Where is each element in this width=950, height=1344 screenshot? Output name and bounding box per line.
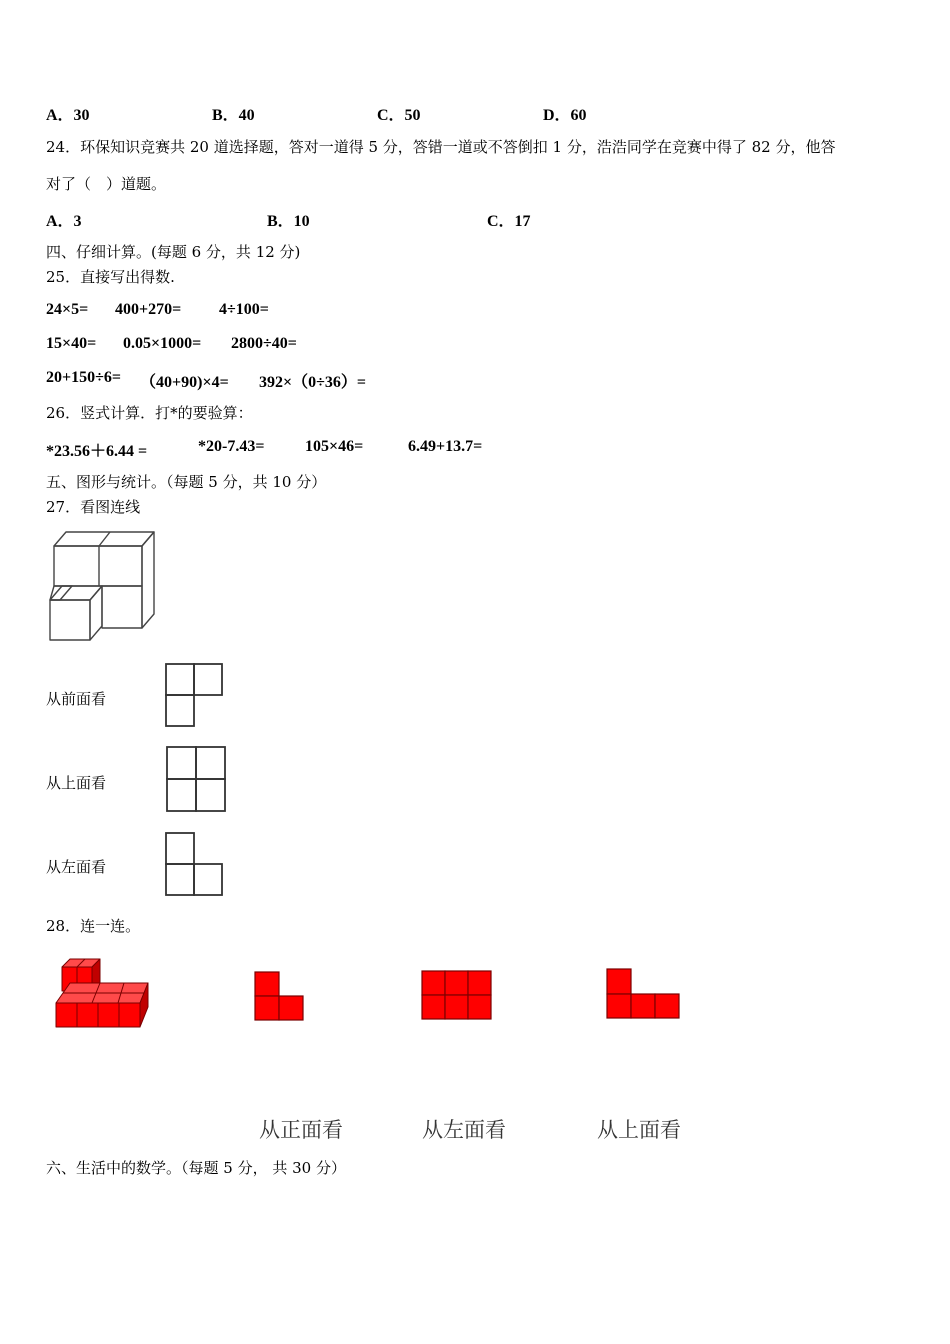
- q28-caption-top: 从上面看: [597, 1118, 681, 1142]
- q26-item-1: *23.56＋6.44 =: [46, 443, 148, 460]
- q27-label-top: 从上面看: [46, 774, 107, 792]
- q25-r1-c1: 24×5=: [46, 301, 89, 318]
- q23-option-d: D．60: [543, 107, 587, 124]
- q25-r3-c2: （40+90)×4=: [140, 374, 229, 391]
- q26-title: 26．竖式计算．打*的要验算：: [46, 404, 253, 422]
- q28-title: 28．连一连。: [46, 917, 141, 935]
- q25-r3-c3: 392×（0÷36）=: [259, 374, 367, 391]
- q24-stem-line1: 24．环保知识竞赛共 20 道选择题，答对一道得 5 分，答错一道或不答倒扣 1 分，浩浩同学在竞赛中得了 82 分，他答: [46, 138, 836, 156]
- q23-option-b: B．40: [212, 107, 255, 124]
- q27-title: 27．看图连线: [46, 498, 141, 516]
- q27-view-front: [163, 662, 225, 728]
- q24-option-b: B．10: [267, 213, 310, 230]
- q25-r1-c3: 4÷100=: [219, 301, 269, 318]
- q25-r1-c2: 400+270=: [115, 301, 182, 318]
- q27-solid-figure: [44, 528, 158, 646]
- q25-r2-c3: 2800÷40=: [231, 335, 297, 352]
- q28-view-l-shape: [253, 970, 305, 1024]
- section6-title: 六、生活中的数学。（每题 5 分， 共 30 分）: [46, 1159, 346, 1177]
- q27-view-left: [163, 831, 225, 897]
- q23-option-c: C．50: [377, 107, 421, 124]
- q28-caption-left: 从左面看: [422, 1118, 506, 1142]
- q28-caption-front: 从正面看: [259, 1118, 343, 1142]
- q26-item-3: 105×46=: [305, 438, 364, 455]
- section5-title: 五、图形与统计。（每题 5 分，共 10 分）: [46, 473, 327, 491]
- q26-item-2: *20-7.43=: [198, 438, 265, 455]
- q25-title: 25．直接写出得数.: [46, 268, 175, 286]
- q26-item-4: 6.49+13.7=: [408, 438, 483, 455]
- q24-option-c: C．17: [487, 213, 531, 230]
- q27-label-front: 从前面看: [46, 690, 107, 708]
- q28-view-long-l-shape: [605, 967, 681, 1021]
- q25-r3-c1: 20+150÷6=: [46, 369, 122, 386]
- q27-label-left: 从左面看: [46, 858, 107, 876]
- q28-red-solid-figure: [52, 956, 152, 1030]
- q25-r2-c1: 15×40=: [46, 335, 97, 352]
- q28-view-rectangle-grid: [420, 969, 494, 1021]
- q23-option-a: A．30: [46, 107, 90, 124]
- q24-option-a: A．3: [46, 213, 82, 230]
- section4-title: 四、仔细计算。(每题 6 分，共 12 分): [46, 243, 301, 261]
- q27-view-top: [164, 745, 228, 813]
- q24-stem-line2: 对了（ ）道题。: [46, 175, 167, 193]
- q25-r2-c2: 0.05×1000=: [123, 335, 202, 352]
